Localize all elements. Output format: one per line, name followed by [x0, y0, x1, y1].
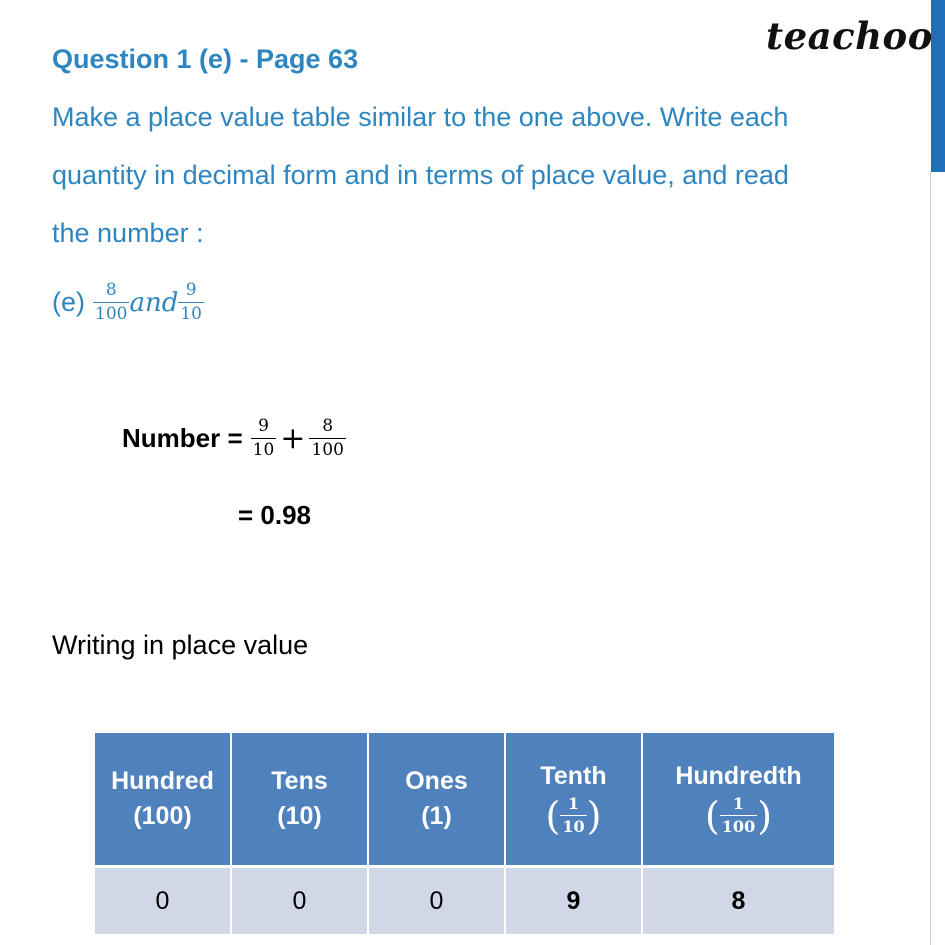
header-hundred [95, 733, 232, 865]
fraction-denominator: 100 [95, 304, 128, 324]
fraction-denominator: 10 [180, 304, 202, 324]
and-word: and [129, 287, 179, 318]
fraction-denominator: 100 [721, 817, 756, 837]
question-line-1: Make a place value table similar to the one above. Write each [52, 102, 789, 132]
cell-hundredth: 8 [643, 865, 834, 934]
part-label: (e) [52, 287, 85, 317]
number-equation [122, 418, 346, 459]
header-sublabel: (1) [421, 802, 452, 830]
fraction-numerator: 9 [258, 416, 269, 436]
brand-logo: teachoo [766, 14, 933, 58]
fraction-denominator: 10 [562, 817, 585, 837]
question-heading: Question 1 (e) - Page 63 [52, 44, 359, 74]
question-line-2: quantity in decimal form and in terms of place value, and read [52, 160, 789, 190]
header-tens [232, 733, 369, 865]
header-hundredth [643, 733, 834, 865]
equation-result: = 0.98 [238, 500, 312, 530]
question-fraction-2 [178, 282, 204, 323]
question-line-3: the number : [52, 218, 204, 248]
solution-fraction-1 [251, 418, 277, 459]
fraction-denominator: 100 [311, 440, 344, 460]
close-paren: ) [757, 793, 773, 838]
header-tenth [506, 733, 643, 865]
header-label: Tenth [540, 762, 607, 791]
place-value-table [95, 733, 834, 934]
fraction [720, 796, 757, 835]
header-sublabel: (100) [133, 802, 192, 830]
cell-tenth: 9 [506, 865, 643, 934]
header-label: Hundredth [675, 762, 802, 791]
table-row [95, 865, 834, 934]
scroll-accent-bar [931, 0, 945, 172]
header-label: Tens [271, 767, 328, 795]
fraction-numerator: 8 [322, 416, 334, 436]
fraction-numerator: 1 [567, 794, 580, 814]
question-part-e [52, 282, 872, 323]
fraction-numerator: 1 [732, 794, 745, 814]
open-paren: ( [704, 793, 720, 838]
fraction [560, 796, 586, 835]
open-paren: ( [545, 793, 561, 838]
plus-sign: + [280, 421, 306, 456]
number-label: Number = [122, 423, 243, 453]
header-fraction [704, 793, 773, 838]
subheading: Writing in place value [52, 630, 309, 660]
cell-ones: 0 [369, 865, 506, 934]
cell-tens: 0 [232, 865, 369, 934]
fraction-denominator: 10 [252, 440, 275, 460]
question-fraction-1 [93, 282, 129, 323]
table-header-row [95, 733, 834, 865]
header-label: Ones [405, 767, 468, 795]
header-sublabel: (10) [277, 802, 322, 830]
header-label: Hundred [111, 767, 214, 795]
cell-hundred: 0 [95, 865, 232, 934]
rail-divider [930, 172, 931, 945]
fraction-numerator: 8 [105, 280, 117, 300]
header-ones [369, 733, 506, 865]
solution-fraction-2 [309, 418, 345, 459]
close-paren: ) [586, 793, 602, 838]
fraction-numerator: 9 [185, 280, 197, 300]
header-fraction [545, 793, 602, 838]
